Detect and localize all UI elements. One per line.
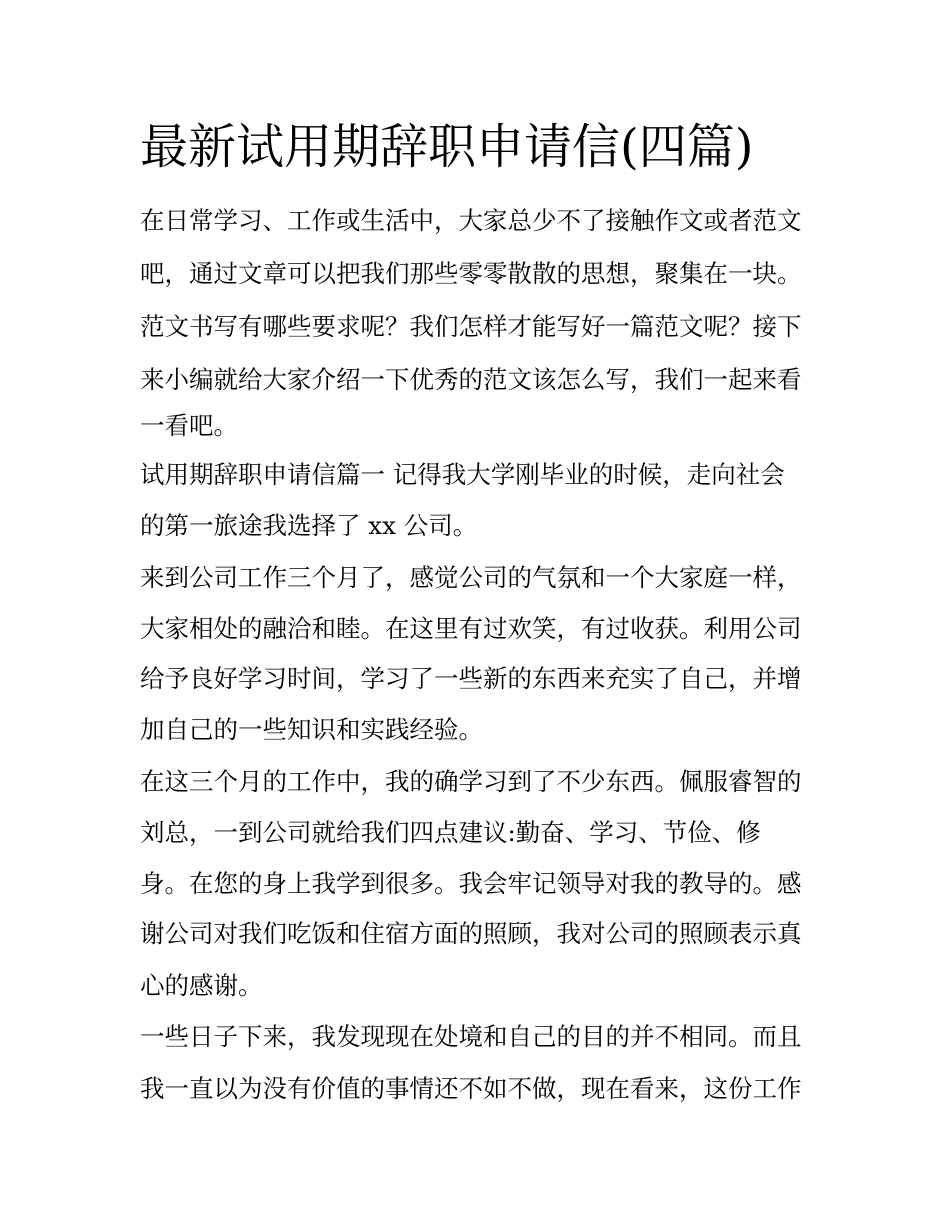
body-line: 给予良好学习时间，学习了一些新的东西来充实了自己，并增 (140, 664, 802, 693)
document-title: 最新试用期辞职申请信(四篇) (140, 119, 754, 175)
body-line: 我一直以为没有价值的事情还不如不做，现在看来，这份工作 (140, 1074, 802, 1103)
body-line: 一些日子下来，我发现现在处境和自己的目的并不相同。而且 (140, 1022, 802, 1051)
body-line: 谢公司对我们吃饭和住宿方面的照顾，我对公司的照顾表示真 (140, 919, 802, 948)
body-line: 大家相处的融洽和睦。在这里有过欢笑，有过收获。利用公司 (140, 614, 802, 643)
body-line: 刘总，一到公司就给我们四点建议:勤奋、学习、节俭、修 (140, 818, 761, 847)
body-line: 的第一旅途我选择了 xx 公司。 (140, 511, 478, 540)
body-line: 身。在您的身上我学到很多。我会牢记领导对我的教导的。感 (140, 869, 802, 898)
body-line: 来到公司工作三个月了，感觉公司的气氛和一个大家庭一样， (140, 563, 802, 592)
body-line: 一看吧。 (140, 411, 238, 440)
body-line: 在日常学习、工作或生活中，大家总少不了接触作文或者范文 (140, 206, 802, 235)
body-line: 试用期辞职申请信篇一 记得我大学刚毕业的时候，走向社会 (140, 460, 785, 489)
body-line: 在这三个月的工作中，我的确学习到了不少东西。佩服睿智的 (140, 767, 802, 796)
body-line: 来小编就给大家介绍一下优秀的范文该怎么写，我们一起来看 (140, 365, 802, 394)
body-line: 加自己的一些知识和实践经验。 (140, 715, 483, 744)
body-line: 范文书写有哪些要求呢？我们怎样才能写好一篇范文呢？接下 (140, 312, 802, 341)
body-line: 吧，通过文章可以把我们那些零零散散的思想，聚集在一块。 (140, 259, 802, 288)
body-line: 心的感谢。 (140, 971, 263, 1000)
